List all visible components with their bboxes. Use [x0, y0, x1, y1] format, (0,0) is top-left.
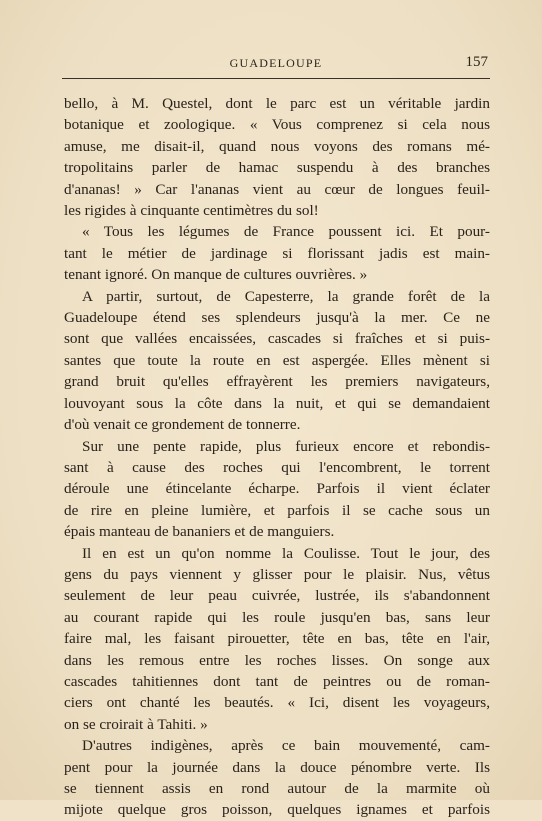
text-line: faire mal, les faisant pirouetter, tête en bas, tête en l'air,	[64, 630, 490, 648]
text-line: louvoyant sous la côte dans la nuit, et qui se demandaient	[64, 394, 490, 412]
text-line: déroule une étincelante écharpe. Parfois il vient éclater	[64, 480, 490, 498]
text-line: mijote quelque gros poisson, quelques ignames et parfois	[64, 801, 490, 819]
text-line: épais manteau de bananiers et de manguiers.	[64, 523, 335, 541]
text-line: tropolitains parler de hamac suspendu à des branches	[64, 159, 490, 177]
text-line: les rigides à cinquante centimètres du sol!	[64, 202, 319, 220]
text-line: botanique et zoologique. « Vous comprenez si cela nous	[64, 116, 490, 134]
text-line: A partir, surtout, de Capesterre, la grande forêt de la	[82, 287, 490, 305]
running-title: GUADELOUPE	[229, 56, 323, 70]
body-text	[64, 93, 490, 821]
page-header	[62, 54, 490, 78]
text-line: bello, à M. Questel, dont le parc est un véritable jardin	[64, 95, 490, 112]
text-line: cascades tahitiennes dont tant de peintres ou de roman-	[64, 672, 490, 690]
text-line: amuse, me disait-il, quand nous voyons des romans mé-	[64, 137, 490, 155]
text-line: se tiennent assis en rond autour de la marmite où	[64, 780, 490, 797]
text-line: sont que vallées encaissées, cascades si fraîches et si puis-	[64, 330, 490, 348]
paragraph	[64, 543, 490, 736]
text-line: Sur une pente rapide, plus furieux encore et rebondis-	[82, 437, 490, 455]
text-line: D'autres indigènes, après ce bain mouvementé, cam-	[82, 737, 490, 755]
text-line: de rire en pleine lumière, et parfois il se cache sous un	[64, 501, 490, 519]
header-rule	[62, 78, 490, 79]
text-line: sant à cause des roches qui l'encombrent, le torrent	[64, 458, 490, 476]
text-line: dans les remous entre les roches lisses. On songe aux	[64, 651, 490, 669]
text-line: au courant rapide qui les roule jusqu'en bas, sans leur	[64, 608, 490, 626]
paragraph	[64, 735, 490, 821]
text-line: grand bruit qu'elles effrayèrent les premiers navigateurs,	[64, 373, 490, 391]
paragraph	[64, 436, 490, 543]
text-line: Guadeloupe étend ses splendeurs jusqu'à la mer. Ce ne	[64, 309, 490, 327]
text-line: seulement de leur peau cuivrée, lustrée, ils s'abandonnent	[64, 587, 490, 605]
text-line: pent pour la journée dans la douce pénombre verte. Ils	[64, 758, 490, 776]
text-line: on se croirait à Tahiti. »	[64, 715, 208, 733]
text-line: santes que toute la route en est aspergée. Elles mènent si	[64, 351, 490, 369]
paragraph	[64, 93, 490, 221]
text-line: d'ananas! » Car l'ananas vient au cœur de longues feuil-	[64, 180, 490, 198]
paragraph	[64, 286, 490, 436]
text-line: d'où venait ce grondement de tonnerre.	[64, 416, 301, 434]
text-line: tant le métier de jardinage si florissant jadis est main-	[64, 244, 490, 262]
text-line: Il en est un qu'on nomme la Coulisse. Tout le jour, des	[82, 544, 490, 562]
text-line: « Tous les légumes de France poussent ici. Et pour-	[82, 223, 490, 241]
text-line: gens du pays viennent y glisser pour le plaisir. Nus, vêtus	[64, 565, 490, 583]
page-number: 157	[465, 54, 488, 70]
text-line: ciers ont chanté les beautés. « Ici, disent les voyageurs,	[64, 694, 490, 712]
paragraph	[64, 221, 490, 285]
text-line: tenant ignoré. On manque de cultures ouvrières. »	[64, 266, 368, 284]
